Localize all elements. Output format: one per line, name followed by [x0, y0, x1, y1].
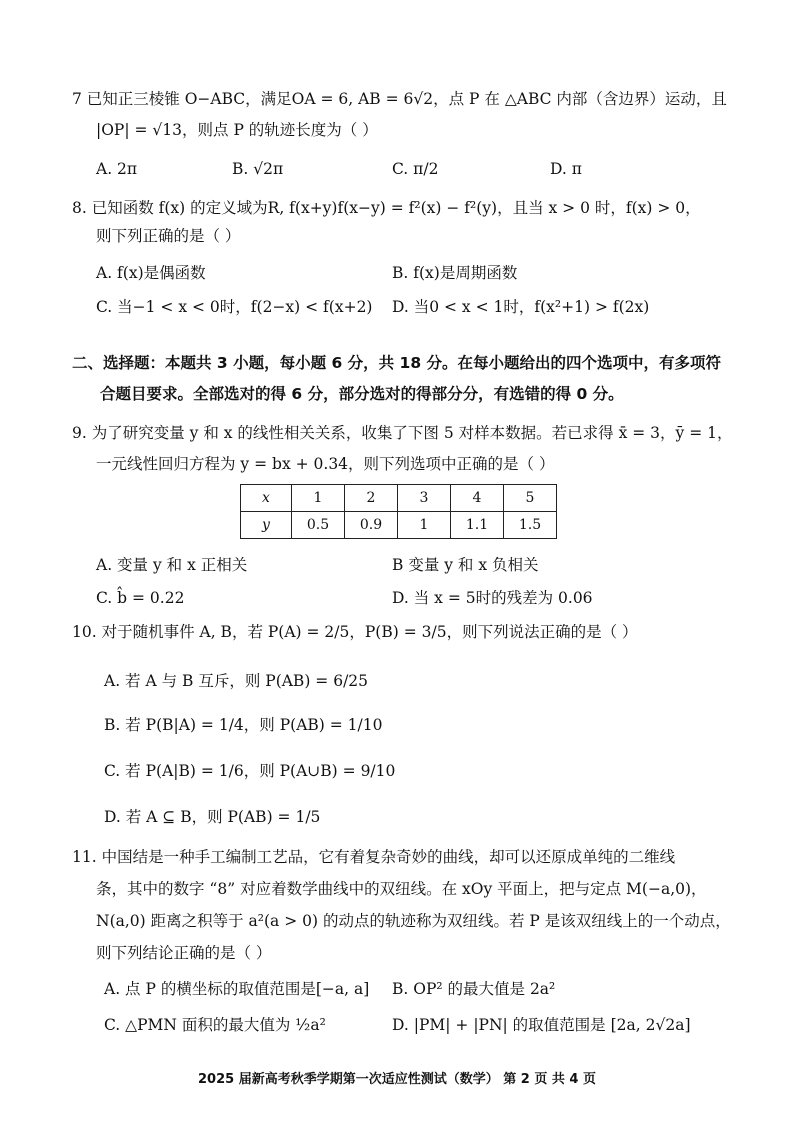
table-cell: 3 — [398, 485, 451, 512]
q8-option-c: C. 当−1 < x < 0时，f(2−x) < f(x+2) — [96, 298, 373, 316]
q7-option-c: C. π/2 — [392, 160, 439, 178]
q11-stem-line3: N(a,0) 距离之积等于 a²(a > 0) 的动点的轨迹称为双纽线。若 P 是该双纽线上的一个动点， — [96, 912, 731, 930]
q8-option-b: B. f(x)是周期函数 — [392, 264, 518, 282]
table-cell: 4 — [451, 485, 504, 512]
table-cell: 5 — [504, 485, 557, 512]
q10-option-b: B. 若 P(B|A) = 1/4，则 P(AB) = 1/10 — [104, 716, 383, 734]
q11-option-b: B. OP² 的最大值是 2a² — [392, 980, 556, 998]
q7-stem-line2: |OP| = √13，则点 P 的轨迹长度为（ ） — [96, 121, 378, 139]
q11-option-a: A. 点 P 的横坐标的取值范围是[−a, a] — [104, 980, 370, 998]
q11-option-c: C. △PMN 面积的最大值为 ½a² — [104, 1016, 326, 1034]
q8-stem-line1: 8. 已知函数 f(x) 的定义域为R, f(x+y)f(x−y) = f²(x) − f²(y)，且当 x > 0 时，f(x) > 0， — [72, 199, 701, 217]
table-row — [241, 512, 557, 539]
q10-option-c: C. 若 P(A|B) = 1/6，则 P(A∪B) = 9/10 — [104, 762, 396, 780]
q8-option-a: A. f(x)是偶函数 — [96, 264, 206, 282]
table-cell: 1 — [292, 485, 345, 512]
q7-option-b: B. √2π — [232, 160, 284, 178]
q11-stem-line2: 条，其中的数字 “8” 对应着数学曲线中的双纽线。在 xOy 平面上，把与定点 M(−a,0)， — [96, 880, 707, 898]
page-footer: 2025 届新高考秋季学期第一次适应性测试（数学） 第 2 页 共 4 页 — [198, 1072, 596, 1087]
q7-option-a: A. 2π — [96, 160, 138, 178]
q10-option-a: A. 若 A 与 B 互斥，则 P(AB) = 6/25 — [104, 672, 369, 690]
q11-option-d: D. |PM| + |PN| 的取值范围是 [2a, 2√2a] — [392, 1016, 691, 1034]
q8-stem-line2: 则下列正确的是（ ） — [96, 227, 241, 245]
q9-data-table — [240, 484, 557, 539]
table-cell: 1.5 — [504, 512, 557, 539]
q10-stem-line1: 10. 对于随机事件 A, B，若 P(A) = 2/5，P(B) = 3/5，则下列说法正确的是（ ） — [72, 623, 638, 641]
q10-option-d: D. 若 A ⊆ B，则 P(AB) = 1/5 — [104, 808, 321, 826]
table-cell: 2 — [345, 485, 398, 512]
q11-stem-line1: 11. 中国结是一种手工编制工艺品，它有着复杂奇妙的曲线，却可以还原成单纯的二维线 — [72, 848, 676, 866]
table-header-y: y — [241, 512, 292, 539]
table-cell: 0.5 — [292, 512, 345, 539]
q7-stem-line1: 7 已知正三棱锥 O−ABC，满足OA = 6, AB = 6√2，点 P 在 △ABC 内部（含边界）运动，且 — [72, 90, 727, 108]
table-cell: 1.1 — [451, 512, 504, 539]
q9-option-d: D. 当 x = 5时的残差为 0.06 — [392, 589, 593, 607]
section2-heading-line1: 二、选择题：本题共 3 小题，每小题 6 分，共 18 分。在每小题给出的四个选项中，有多项符 — [72, 354, 722, 372]
q7-option-d: D. π — [550, 160, 582, 178]
q9-option-c: C. b̂ = 0.22 — [96, 589, 185, 607]
table-row — [241, 485, 557, 512]
q8-option-d: D. 当0 < x < 1时，f(x²+1) > f(2x) — [392, 298, 650, 316]
q9-stem-line1: 9. 为了研究变量 y 和 x 的线性相关关系，收集了下图 5 对样本数据。若已求得 x̄ = 3，ȳ = 1， — [72, 424, 733, 442]
table-header-x: x — [241, 485, 292, 512]
table-cell: 1 — [398, 512, 451, 539]
table-cell: 0.9 — [345, 512, 398, 539]
q9-stem-line2: 一元线性回归方程为 y = bx + 0.34，则下列选项中正确的是（ ） — [96, 455, 555, 473]
q9-option-a: A. 变量 y 和 x 正相关 — [96, 556, 248, 574]
q9-option-b: B 变量 y 和 x 负相关 — [392, 556, 539, 574]
q11-stem-line4: 则下列结论正确的是（ ） — [96, 944, 272, 962]
section2-heading-line2: 合题目要求。全部选对的得 6 分，部分选对的得部分分，有选错的得 0 分。 — [100, 385, 624, 403]
